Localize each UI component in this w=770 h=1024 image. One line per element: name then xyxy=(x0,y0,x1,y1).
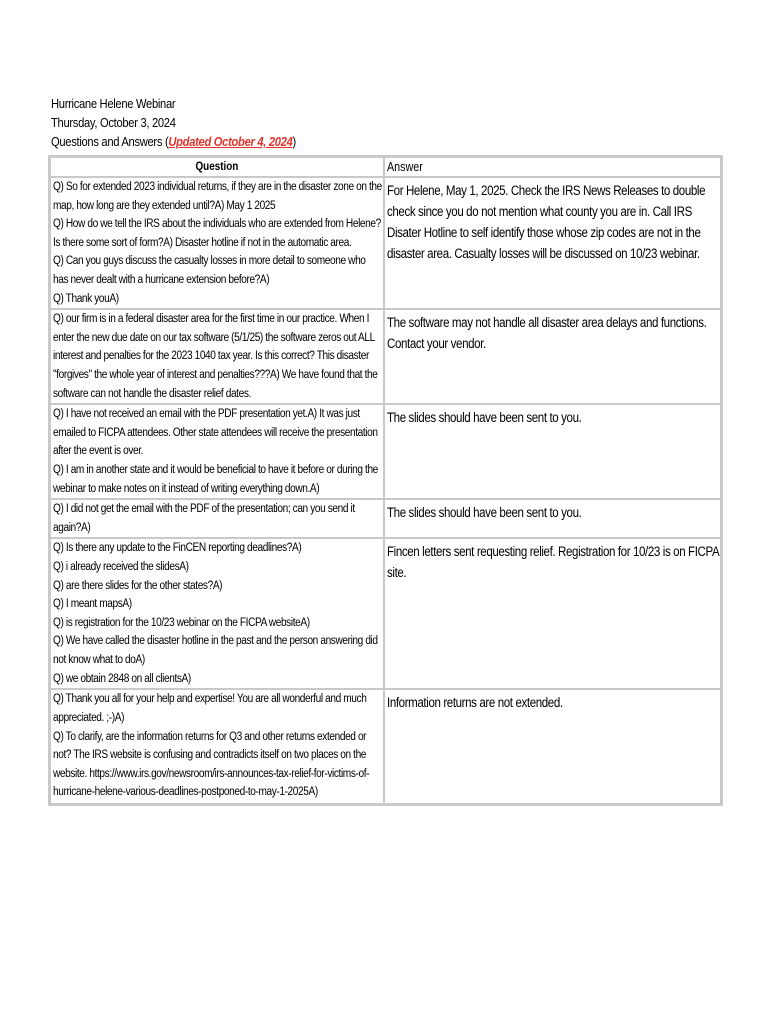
answer-text: The software may not handle all disaster area delays and functions. Contact your vendor. xyxy=(386,315,706,352)
answer-text: Information returns are not extended. xyxy=(386,695,563,711)
document-header xyxy=(51,94,296,151)
question-text: Q) our firm is in a federal disaster area for the first time in our practice. When I enter the new due date on our tax software (5/1/25) the software zeros out ALL interest and penalties for the 2023 1040 tax year. Is this correct? This disaster "forgives" the whole year of interest and penalties???A) We have found that the software can not handle the disaster relief dates. xyxy=(53,313,378,400)
document-date: Thursday, October 3, 2024 xyxy=(51,115,176,130)
subtitle-suffix: ) xyxy=(292,134,296,149)
answer-cell xyxy=(384,309,722,404)
answer-text: The slides should have been sent to you. xyxy=(386,505,581,521)
answer-text: The slides should have been sent to you. xyxy=(386,410,581,426)
question-text: Q) Thank you all for your help and expertise! You are all wonderful and much appreciated. ;-)A) Q) To clarify, are the information returns for Q3 and other returns extended or not? The IRS website is confusing and contradicts itself on two places on the website. https://www.irs.gov/newsroom/irs-announces-tax-relief-for-victims-of-hurricane-helene-various-deadlines-postponed-to-may-1-2025A) xyxy=(53,693,370,799)
document-title: Hurricane Helene Webinar xyxy=(51,96,176,111)
question-text: Q) Is there any update to the FinCEN reporting deadlines?A) Q) i already received the slidesA) Q) are there slides for the other states?A) Q) I meant mapsA) Q) is registration for the 10/23 webinar on the FICPA websiteA) Q) We have called the disaster hotline in the past and the person answering did not know what to doA) Q) we obtain 2848 on all clientsA) xyxy=(53,542,378,685)
qa-table xyxy=(48,155,723,806)
answer-text: Fincen letters sent requesting relief. Registration for 10/23 is on FICPA site. xyxy=(386,544,719,581)
table-row xyxy=(50,538,722,689)
question-cell xyxy=(50,404,384,499)
table-row xyxy=(50,309,722,404)
answer-text: For Helene, May 1, 2025. Check the IRS News Releases to double check since you do not mention what county you are in. Call IRS Disater Hotline to self identify those whose zip codes are not in the disaster area. Casualty losses will be discussed on 10/23 webinar. xyxy=(386,183,705,261)
answer-cell xyxy=(384,538,722,689)
table-row xyxy=(50,499,722,538)
document-subtitle xyxy=(51,132,296,151)
table-header-row xyxy=(50,157,722,178)
question-text: Q) I have not received an email with the PDF presentation yet.A) It was just emailed to FICPA attendees. Other state attendees will receive the presentation after the event is over. Q) I am in another state and it would be beneficial to have it before or during the webinar to make notes on it instead of writing everything down.A) xyxy=(53,408,378,495)
subtitle-prefix: Questions and Answers ( xyxy=(51,134,169,149)
answer-cell xyxy=(384,689,722,805)
answer-cell xyxy=(384,499,722,538)
table-row xyxy=(50,404,722,499)
updated-note: Updated October 4, 2024 xyxy=(168,134,293,149)
answer-cell xyxy=(384,404,722,499)
question-cell xyxy=(50,499,384,538)
answer-column-header: Answer xyxy=(384,157,722,178)
question-cell xyxy=(50,538,384,689)
answer-cell xyxy=(384,177,722,309)
table-row xyxy=(50,177,722,309)
question-cell xyxy=(50,177,384,309)
question-cell xyxy=(50,689,384,805)
question-column-header: Question xyxy=(50,157,384,178)
question-text: Q) So for extended 2023 individual returns, if they are in the disaster zone on the map, how long are they extended until?A) May 1 2025 Q) How do we tell the IRS about the individuals who are extended from Helene? Is there some sort of form?A) Disaster hotline if not in the automatic area. Q) Can you guys discuss the casualty losses in more detail to someone who has never dealt with a hurricane extension before?A) Q) Thank youA) xyxy=(53,181,382,305)
table-row xyxy=(50,689,722,805)
question-cell xyxy=(50,309,384,404)
question-text: Q) I did not get the email with the PDF of the presentation; can you send it again?A) xyxy=(53,503,355,534)
